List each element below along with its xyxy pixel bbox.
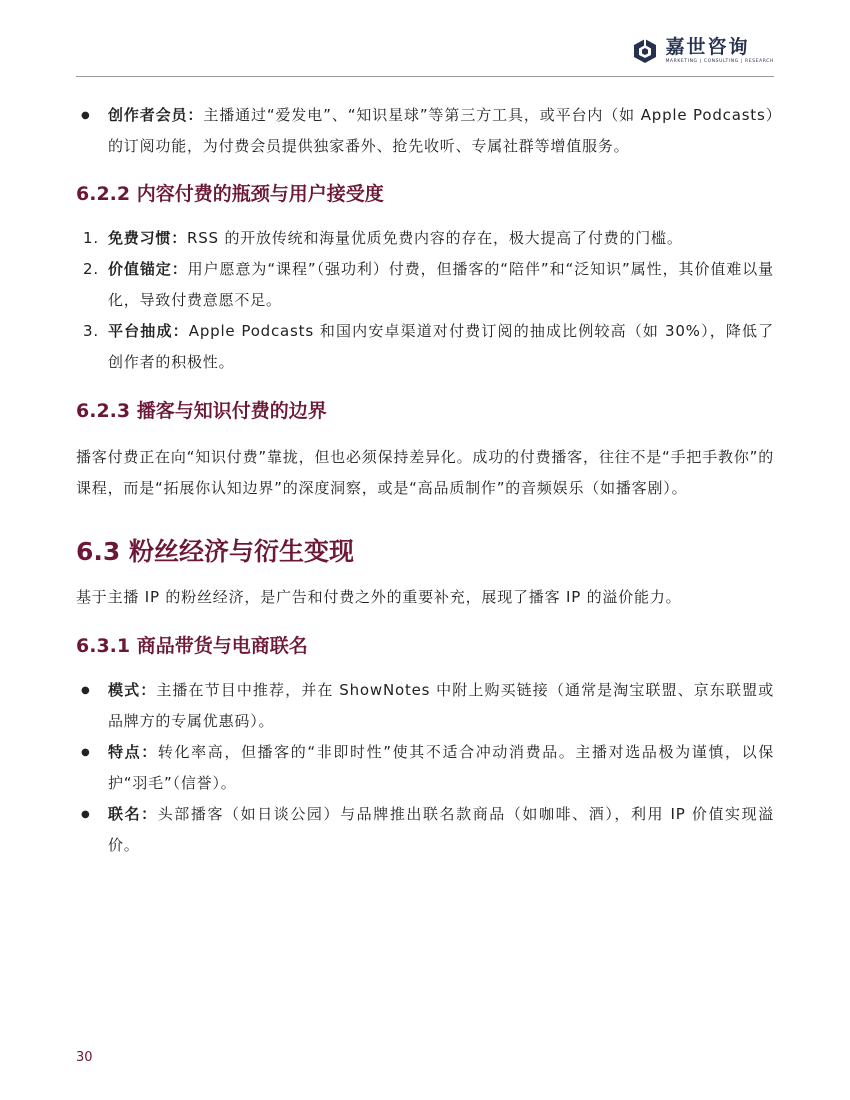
- page-number: 30: [76, 1050, 93, 1065]
- page-header: [76, 28, 774, 77]
- list-item: [76, 316, 774, 378]
- logo-tagline: MARKETING | CONSULTING | RESEARCH: [665, 59, 774, 64]
- section-paragraph-6-2-3: 播客付费正在向“知识付费”靠拢，但也必须保持差异化。成功的付费播客，往往不是“手把手教你”的课程，而是“拓展你认知边界”的深度洞察，或是“高品质制作”的音频娱乐（如播客剧）。: [76, 448, 774, 497]
- bullet-list-6-3-1: [76, 675, 774, 861]
- list-number: 3.: [83, 322, 99, 340]
- section-heading-6-3: 6.3 粉丝经济与衍生变现: [76, 537, 354, 566]
- section-heading-6-3-1: 6.3.1 商品带货与电商联名: [76, 635, 308, 657]
- list-item: [76, 737, 774, 799]
- numbered-list-6-2-2: [76, 223, 774, 378]
- main-content: [76, 100, 774, 861]
- list-item: [76, 223, 774, 254]
- item-label: 平台抽成：: [108, 322, 189, 340]
- bullet-label: 创作者会员：: [108, 106, 204, 124]
- list-number: 1.: [83, 229, 99, 247]
- bullet-text: 主播通过“爱发电”、“知识星球”等第三方工具，或平台内（如 Apple Podcasts）的订阅功能，为付费会员提供独家番外、抢先收听、专属社群等增值服务。: [108, 106, 774, 155]
- bullet-label: 模式：: [108, 681, 157, 699]
- item-label: 免费习惯：: [108, 229, 188, 247]
- item-text: RSS 的开放传统和海量优质免费内容的存在，极大提高了付费的门槛。: [187, 229, 683, 247]
- item-text: 用户愿意为“课程”（强功利）付费，但播客的“陪伴”和“泛知识”属性，其价值难以量化，导致付费意愿不足。: [108, 260, 774, 309]
- list-item: [76, 675, 774, 737]
- bullet-text: 转化率高，但播客的“非即时性”使其不适合冲动消费品。主播对选品极为谨慎，以保护“羽毛”（信誉）。: [108, 743, 774, 792]
- section-heading-6-2-2: 6.2.2 内容付费的瓶颈与用户接受度: [76, 183, 384, 205]
- bullet-label: 联名：: [108, 805, 158, 823]
- company-logo: [631, 36, 774, 65]
- bullet-text: 头部播客（如日谈公园）与品牌推出联名款商品（如咖啡、酒），利用 IP 价值实现溢价。: [108, 805, 774, 854]
- list-number: 2.: [83, 260, 99, 278]
- intro-bullet-list: [76, 100, 774, 162]
- list-item: [76, 254, 774, 316]
- item-text: Apple Podcasts 和国内安卓渠道对付费订阅的抽成比例较高（如 30%），降低了创作者的积极性。: [108, 322, 774, 371]
- section-heading-6-2-3: 6.2.3 播客与知识付费的边界: [76, 400, 327, 422]
- logo-cube-icon: [631, 37, 659, 65]
- bullet-label: 特点：: [108, 743, 158, 761]
- bullet-text: 主播在节目中推荐，并在 ShowNotes 中附上购买链接（通常是淘宝联盟、京东联盟或品牌方的专属优惠码）。: [108, 681, 774, 730]
- logo-chinese-name: 嘉世咨询: [665, 36, 750, 58]
- section-paragraph-6-3: 基于主播 IP 的粉丝经济，是广告和付费之外的重要补充，展现了播客 IP 的溢价能力。: [76, 588, 682, 606]
- item-label: 价值锚定：: [108, 260, 188, 278]
- list-item: [76, 100, 774, 162]
- list-item: [76, 799, 774, 861]
